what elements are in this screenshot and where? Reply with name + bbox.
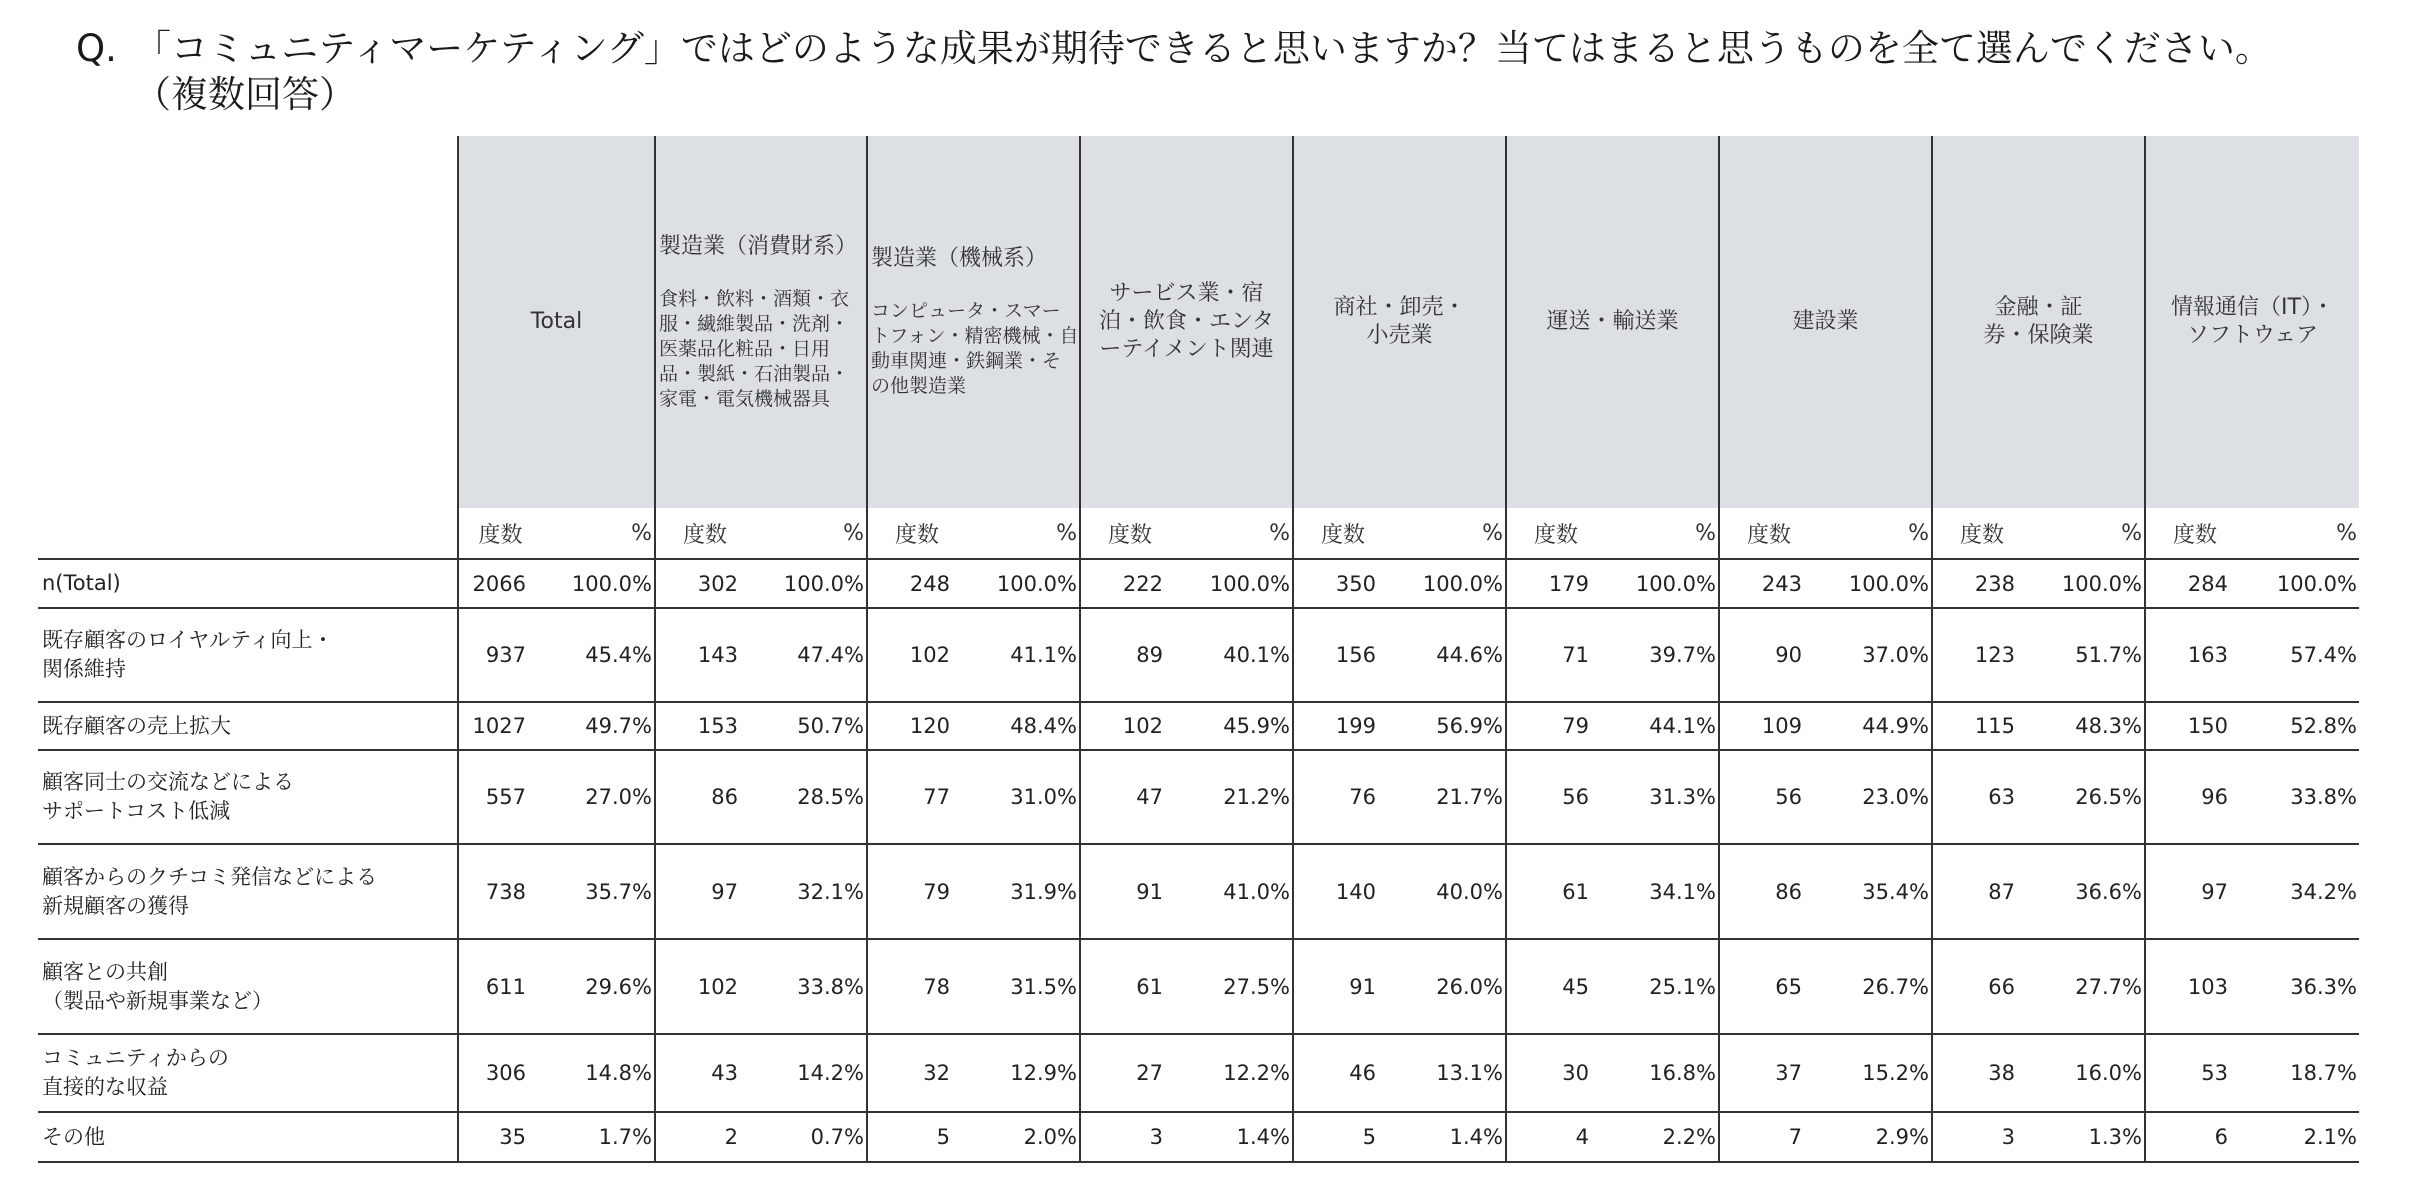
cell-count: 102 [655, 939, 754, 1034]
cell-percent: 29.6% [542, 939, 655, 1034]
cell-count: 97 [655, 844, 754, 939]
cell-percent: 100.0% [1392, 559, 1506, 608]
cell-percent: 1.4% [1392, 1112, 1506, 1162]
cell-percent: 21.2% [1179, 750, 1293, 844]
cell-count: 179 [1506, 559, 1605, 608]
subheader-count: 度数 [1506, 508, 1605, 559]
col-header-name: 金融・証券・保険業 [1983, 295, 2094, 348]
cell-count: 66 [1932, 939, 2031, 1034]
row-label: 既存顧客の売上拡大 [38, 702, 458, 750]
col-header-name: Total [530, 309, 583, 334]
cell-percent: 16.0% [2031, 1034, 2145, 1112]
cell-count: 96 [2145, 750, 2244, 844]
cell-percent: 100.0% [1179, 559, 1293, 608]
cell-percent: 100.0% [542, 559, 655, 608]
cell-count: 30 [1506, 1034, 1605, 1112]
subheader-count: 度数 [655, 508, 754, 559]
cell-count: 738 [458, 844, 542, 939]
cell-percent: 31.3% [1605, 750, 1719, 844]
cell-percent: 37.0% [1818, 608, 1932, 702]
cell-percent: 1.4% [1179, 1112, 1293, 1162]
col-header-manufacturing-consumer [655, 136, 867, 508]
cell-percent: 33.8% [754, 939, 867, 1034]
cell-count: 87 [1932, 844, 2031, 939]
cell-count: 7 [1719, 1112, 1818, 1162]
cell-count: 27 [1080, 1034, 1179, 1112]
question-line-2: （複数回答） [134, 73, 356, 116]
cell-percent: 18.7% [2244, 1034, 2359, 1112]
cell-count: 86 [655, 750, 754, 844]
col-header-name: 製造業（消費財系） [659, 233, 858, 259]
col-header-name: 建設業 [1792, 309, 1859, 334]
cell-count: 56 [1719, 750, 1818, 844]
row-label: 顧客との共創 （製品や新規事業など） [38, 939, 458, 1034]
cell-percent: 33.8% [2244, 750, 2359, 844]
col-header-service [1080, 136, 1293, 508]
cell-count: 97 [2145, 844, 2244, 939]
cell-percent: 23.0% [1818, 750, 1932, 844]
cell-count: 3 [1080, 1112, 1179, 1162]
cell-percent: 49.7% [542, 702, 655, 750]
cell-count: 611 [458, 939, 542, 1034]
col-header-name: 商社・卸売・小売業 [1333, 295, 1466, 348]
col-header-name: 運送・輸送業 [1546, 309, 1679, 334]
cell-percent: 48.3% [2031, 702, 2145, 750]
question-line-1: 「コミュニティマーケティング」ではどのような成果が期待できると思いますか？当てはまると思うものを全て選んでください。 [134, 27, 2272, 70]
cell-count: 37 [1719, 1034, 1818, 1112]
cell-percent: 35.7% [542, 844, 655, 939]
cell-count: 243 [1719, 559, 1818, 608]
cell-percent: 44.1% [1605, 702, 1719, 750]
table-row [38, 608, 2359, 702]
cell-percent: 32.1% [754, 844, 867, 939]
cell-percent: 50.7% [754, 702, 867, 750]
cell-percent: 25.1% [1605, 939, 1719, 1034]
col-header-name: 情報通信（IT）・ソフトウェア [2171, 295, 2334, 348]
cell-count: 140 [1293, 844, 1392, 939]
cell-count: 4 [1506, 1112, 1605, 1162]
cell-percent: 0.7% [754, 1112, 867, 1162]
cell-count: 199 [1293, 702, 1392, 750]
cell-count: 32 [867, 1034, 966, 1112]
row-label: コミュニティからの 直接的な収益 [38, 1034, 458, 1112]
cell-count: 46 [1293, 1034, 1392, 1112]
cell-percent: 41.0% [1179, 844, 1293, 939]
table-row [38, 559, 2359, 608]
cell-count: 350 [1293, 559, 1392, 608]
cell-count: 76 [1293, 750, 1392, 844]
cell-count: 302 [655, 559, 754, 608]
cell-count: 115 [1932, 702, 2031, 750]
cell-percent: 26.5% [2031, 750, 2145, 844]
cell-count: 156 [1293, 608, 1392, 702]
cell-percent: 27.0% [542, 750, 655, 844]
cell-count: 5 [1293, 1112, 1392, 1162]
row-label: その他 [38, 1112, 458, 1162]
cell-percent: 40.1% [1179, 608, 1293, 702]
cell-count: 103 [2145, 939, 2244, 1034]
cell-percent: 1.3% [2031, 1112, 2145, 1162]
cell-count: 102 [867, 608, 966, 702]
cell-percent: 34.1% [1605, 844, 1719, 939]
cell-count: 86 [1719, 844, 1818, 939]
cell-percent: 100.0% [2031, 559, 2145, 608]
cell-count: 120 [867, 702, 966, 750]
cell-count: 79 [867, 844, 966, 939]
col-header-finance [1932, 136, 2145, 508]
cell-percent: 48.4% [966, 702, 1080, 750]
row-label: 顧客からのクチコミ発信などによる 新規顧客の獲得 [38, 844, 458, 939]
col-header-construction [1719, 136, 1932, 508]
cell-count: 56 [1506, 750, 1605, 844]
cell-count: 38 [1932, 1034, 2031, 1112]
cell-count: 78 [867, 939, 966, 1034]
cell-count: 77 [867, 750, 966, 844]
subheader-percent: % [754, 508, 867, 559]
row-label: 顧客同士の交流などによる サポートコスト低減 [38, 750, 458, 844]
cell-percent: 1.7% [542, 1112, 655, 1162]
col-header-trading [1293, 136, 1506, 508]
subheader-percent: % [1392, 508, 1506, 559]
cell-count: 90 [1719, 608, 1818, 702]
cell-percent: 12.2% [1179, 1034, 1293, 1112]
cell-percent: 31.5% [966, 939, 1080, 1034]
cell-percent: 36.3% [2244, 939, 2359, 1034]
cell-count: 2066 [458, 559, 542, 608]
cell-percent: 44.6% [1392, 608, 1506, 702]
subheader-percent: % [966, 508, 1080, 559]
cell-percent: 100.0% [1605, 559, 1719, 608]
col-header-manufacturing-machinery [867, 136, 1080, 508]
table-row [38, 939, 2359, 1034]
subheader-row [38, 508, 2359, 559]
cell-count: 163 [2145, 608, 2244, 702]
cell-count: 61 [1506, 844, 1605, 939]
cell-count: 937 [458, 608, 542, 702]
subheader-count: 度数 [867, 508, 966, 559]
col-header-it [2145, 136, 2359, 508]
table-row [38, 1112, 2359, 1162]
subheader-count: 度数 [458, 508, 542, 559]
cell-count: 6 [2145, 1112, 2244, 1162]
cell-percent: 16.8% [1605, 1034, 1719, 1112]
subheader-percent: % [542, 508, 655, 559]
cell-count: 91 [1293, 939, 1392, 1034]
table-row [38, 844, 2359, 939]
cell-count: 47 [1080, 750, 1179, 844]
cell-percent: 15.2% [1818, 1034, 1932, 1112]
subheader-percent: % [2031, 508, 2145, 559]
cell-percent: 57.4% [2244, 608, 2359, 702]
subheader-count: 度数 [2145, 508, 2244, 559]
cell-count: 71 [1506, 608, 1605, 702]
cell-count: 1027 [458, 702, 542, 750]
cell-count: 143 [655, 608, 754, 702]
cell-percent: 2.1% [2244, 1112, 2359, 1162]
cell-count: 222 [1080, 559, 1179, 608]
cell-percent: 2.2% [1605, 1112, 1719, 1162]
cell-percent: 45.9% [1179, 702, 1293, 750]
cell-percent: 31.0% [966, 750, 1080, 844]
cell-count: 306 [458, 1034, 542, 1112]
col-header-transport [1506, 136, 1719, 508]
col-header-name: サービス業・宿泊・飲食・エンターテイメント関連 [1098, 281, 1275, 362]
cell-percent: 44.9% [1818, 702, 1932, 750]
table-body [38, 559, 2359, 1162]
cell-percent: 2.9% [1818, 1112, 1932, 1162]
cell-percent: 13.1% [1392, 1034, 1506, 1112]
table-row [38, 750, 2359, 844]
crosstab-table [38, 136, 2359, 1163]
cell-count: 5 [867, 1112, 966, 1162]
cell-count: 65 [1719, 939, 1818, 1034]
col-header-total [458, 136, 655, 508]
cell-percent: 26.7% [1818, 939, 1932, 1034]
cell-count: 557 [458, 750, 542, 844]
cell-count: 91 [1080, 844, 1179, 939]
col-header-desc: 食料・飲料・酒類・衣服・繊維製品・洗剤・医薬品化粧品・日用品・製紙・石油製品・家電・電気機械器具 [659, 287, 850, 410]
subheader-percent: % [2244, 508, 2359, 559]
table-row [38, 702, 2359, 750]
subheader-percent: % [1179, 508, 1293, 559]
cell-count: 102 [1080, 702, 1179, 750]
cell-percent: 100.0% [1818, 559, 1932, 608]
cell-count: 63 [1932, 750, 2031, 844]
cell-percent: 21.7% [1392, 750, 1506, 844]
subheader-count: 度数 [1932, 508, 2031, 559]
cell-count: 238 [1932, 559, 2031, 608]
header-row [38, 136, 2359, 508]
cell-percent: 100.0% [2244, 559, 2359, 608]
cell-count: 45 [1506, 939, 1605, 1034]
cell-percent: 52.8% [2244, 702, 2359, 750]
question-mark: Q. [76, 27, 117, 70]
cell-percent: 31.9% [966, 844, 1080, 939]
cell-percent: 14.2% [754, 1034, 867, 1112]
header-corner [38, 136, 458, 508]
cell-count: 79 [1506, 702, 1605, 750]
cell-percent: 47.4% [754, 608, 867, 702]
col-header-desc: コンピュータ・スマートフォン・精密機械・自動車関連・鉄鋼業・その他製造業 [871, 300, 1079, 397]
cell-count: 150 [2145, 702, 2244, 750]
cell-percent: 27.7% [2031, 939, 2145, 1034]
cell-percent: 100.0% [754, 559, 867, 608]
cell-count: 2 [655, 1112, 754, 1162]
subheader-percent: % [1818, 508, 1932, 559]
cell-percent: 36.6% [2031, 844, 2145, 939]
cell-count: 3 [1932, 1112, 2031, 1162]
cell-percent: 40.0% [1392, 844, 1506, 939]
subheader-count: 度数 [1293, 508, 1392, 559]
cell-count: 284 [2145, 559, 2244, 608]
cell-count: 61 [1080, 939, 1179, 1034]
table-row [38, 1034, 2359, 1112]
cell-percent: 51.7% [2031, 608, 2145, 702]
cell-count: 248 [867, 559, 966, 608]
subheader-percent: % [1605, 508, 1719, 559]
cell-percent: 26.0% [1392, 939, 1506, 1034]
cell-percent: 34.2% [2244, 844, 2359, 939]
row-label: n(Total) [38, 559, 458, 608]
cell-percent: 39.7% [1605, 608, 1719, 702]
cell-count: 153 [655, 702, 754, 750]
cell-count: 123 [1932, 608, 2031, 702]
cell-percent: 28.5% [754, 750, 867, 844]
cell-percent: 100.0% [966, 559, 1080, 608]
cell-count: 53 [2145, 1034, 2244, 1112]
cell-percent: 14.8% [542, 1034, 655, 1112]
cell-percent: 12.9% [966, 1034, 1080, 1112]
subheader-count: 度数 [1719, 508, 1818, 559]
cell-count: 43 [655, 1034, 754, 1112]
cell-percent: 27.5% [1179, 939, 1293, 1034]
cell-count: 109 [1719, 702, 1818, 750]
cell-percent: 56.9% [1392, 702, 1506, 750]
cell-percent: 41.1% [966, 608, 1080, 702]
cell-count: 35 [458, 1112, 542, 1162]
cell-percent: 2.0% [966, 1112, 1080, 1162]
cell-count: 89 [1080, 608, 1179, 702]
cell-percent: 35.4% [1818, 844, 1932, 939]
row-label: 既存顧客のロイヤルティ向上・ 関係維持 [38, 608, 458, 702]
cell-percent: 45.4% [542, 608, 655, 702]
col-header-name: 製造業（機械系） [871, 246, 1048, 271]
subheader-blank [38, 508, 458, 559]
subheader-count: 度数 [1080, 508, 1179, 559]
